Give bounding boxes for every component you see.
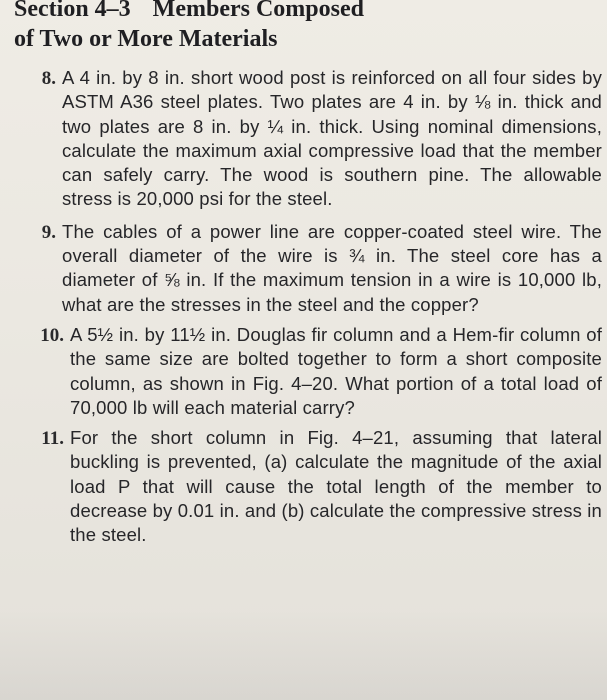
problem-text: The cables of a power line are copper-coated steel wire. The overall diameter of the wire is ¾ in. The steel core has a diameter of ⅝ in. If the maximum tension in a wire is 10,000 lb, what are the stresses in the steel and the copper? (62, 220, 602, 315)
section-number: Section 4–3 (14, 0, 131, 22)
section-title-line2: of Two or More Materials (14, 26, 278, 52)
problem-item (22, 323, 602, 420)
problem-number: 11. (41, 428, 64, 450)
problem-text: A 5½ in. by 11½ in. Douglas fir column and a Hem-fir column of the same size are bolted together to form a short composite column, as shown in Fig. 4–20. What portion of a total load of 70,000 lb will each material carry? (70, 323, 602, 418)
problem-number: 10. (40, 324, 64, 346)
page-shadow (0, 610, 607, 700)
problem-item (22, 66, 602, 212)
problem-list (22, 66, 602, 548)
section-title-line1: Members Composed (152, 0, 364, 22)
problem-item (22, 220, 602, 317)
section-heading (14, 0, 364, 54)
problem-item (22, 426, 602, 547)
problem-text: For the short column in Fig. 4–21, assuming that lateral buckling is prevented, (a) calculate the magnitude of the axial load P that will cause the total length of the member to decrease by 0.01 in. and (b) calculate the compressive stress in the steel. (70, 427, 602, 546)
problem-number: 8. (41, 68, 56, 89)
problem-text: A 4 in. by 8 in. short wood post is reinforced on all four sides by ASTM A36 steel plates. Two plates are 4 in. by ⅛ in. thick and two plates are 8 in. by ¼ in. thick. Using nominal dimensions, calculate the maximum axial compressive load that the member can safely carry. The wood is southern pine. The allowable stress is 20,000 psi for the steel. (62, 67, 602, 210)
problem-number: 9. (41, 221, 56, 243)
